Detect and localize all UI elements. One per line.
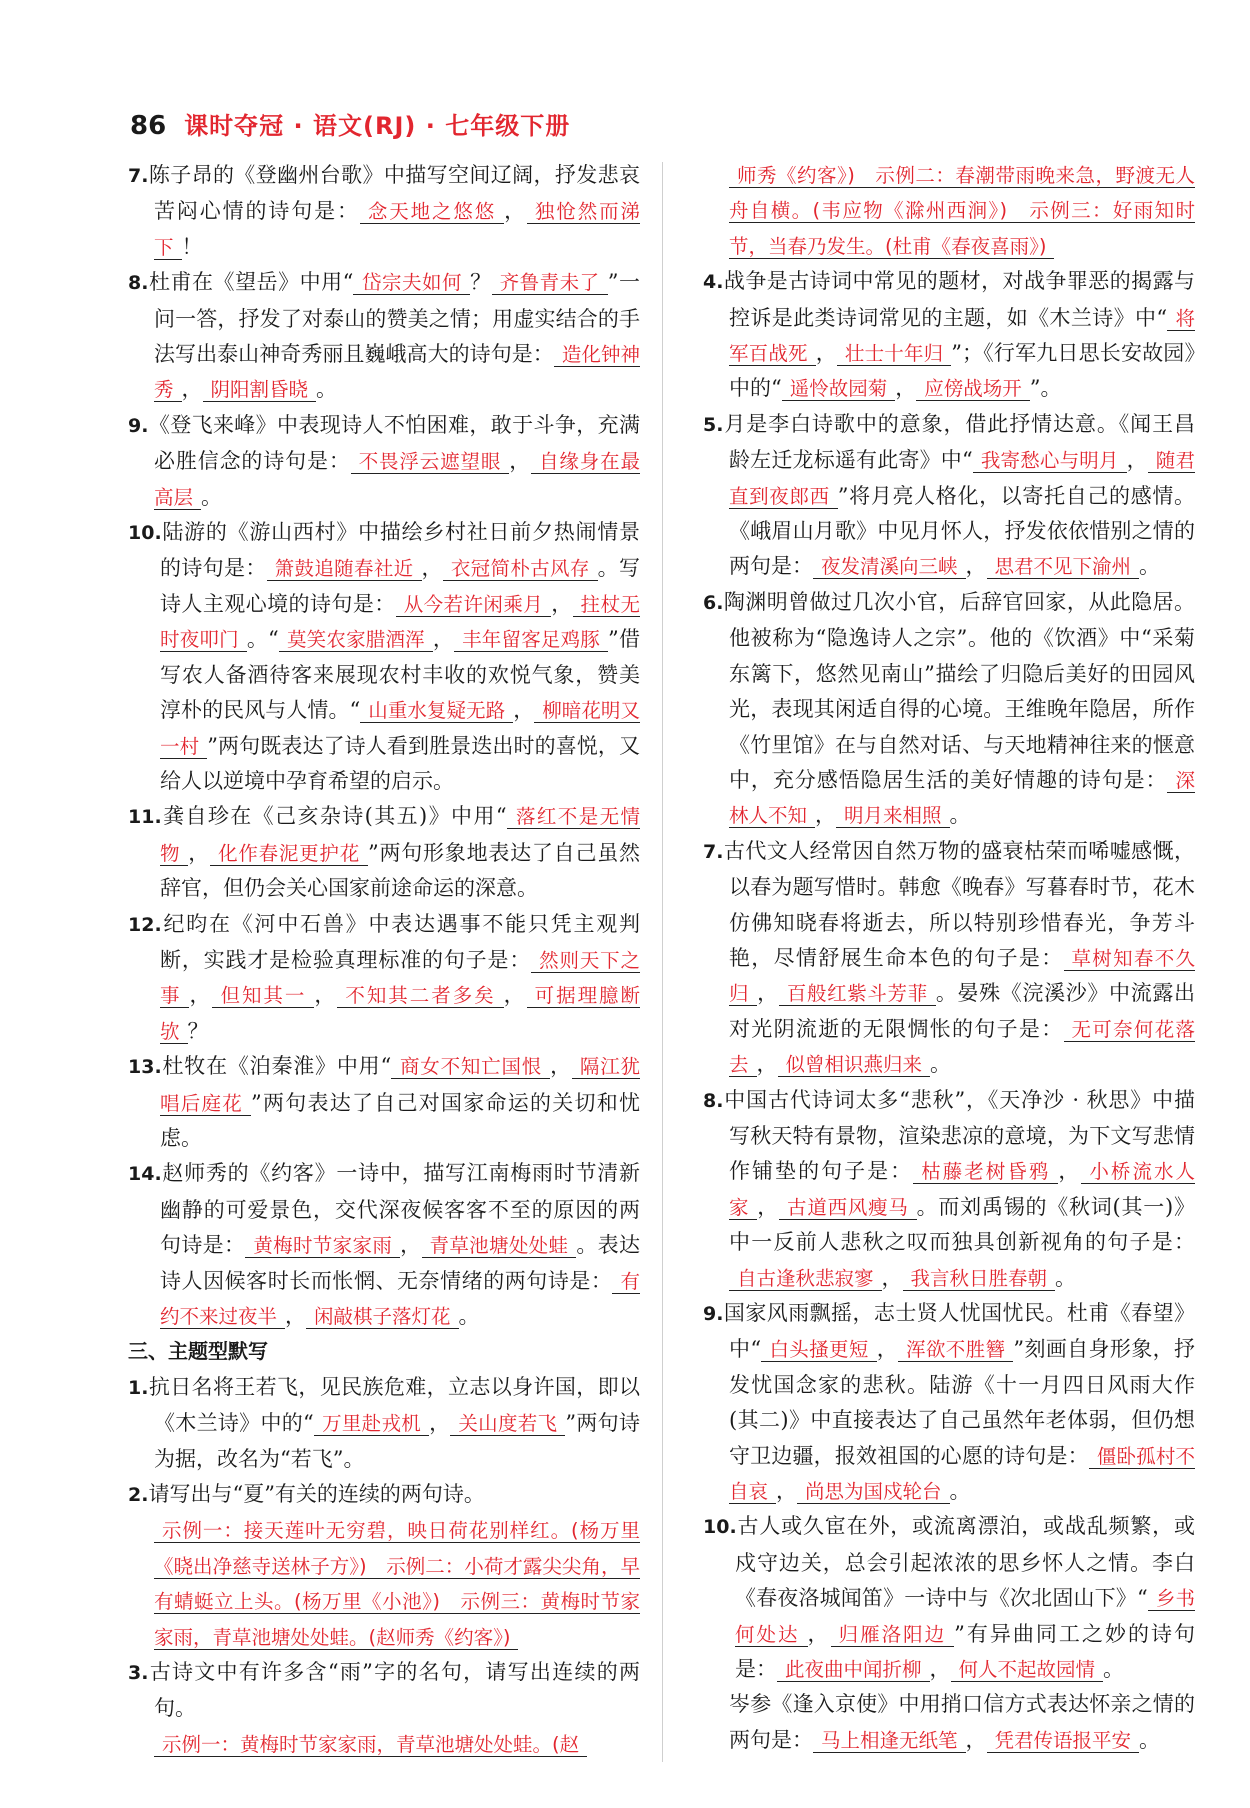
answer-blank: 夜发清溪向三峡 bbox=[813, 555, 966, 579]
question-text: ， bbox=[504, 199, 527, 224]
answer-blank: 化作春泥更护花 bbox=[210, 842, 368, 866]
question-text: 。 bbox=[930, 1052, 952, 1077]
question-number: 7. bbox=[703, 840, 724, 863]
question-number: 11. bbox=[128, 806, 162, 829]
question-text: ， bbox=[757, 981, 779, 1006]
question-text: ”两句表达了自己对国家命运的关切和忧虑。 bbox=[160, 1090, 640, 1150]
question-text: 陈子昂的《登幽州台歌》中描写空间辽阔，抒发悲哀苦闷心情的诗句是： bbox=[148, 163, 640, 224]
answer-blank: 黄梅时节家家雨 bbox=[245, 1234, 400, 1258]
question-text: ， bbox=[314, 983, 338, 1008]
question-text: 国家风雨飘摇，志士贤人忧国忧民。杜甫《春望》中“ bbox=[723, 1301, 1195, 1362]
question-number: 3. bbox=[128, 1662, 149, 1685]
question-text: ”一问一答，抒发了对泰山的赞美之情；用虚实结合的手法写出泰山神奇秀丽且巍峨高大的诗句是： bbox=[154, 270, 640, 367]
answer-blank: 闲敲棋子落灯花 bbox=[306, 1305, 459, 1329]
question-13 bbox=[128, 1049, 640, 1156]
question-text: ？ bbox=[187, 1018, 209, 1043]
question-text: 。 bbox=[1139, 1727, 1161, 1752]
theme-question-10-part-2 bbox=[703, 1687, 1195, 1758]
answer-blank: 岱宗夫如何 bbox=[353, 271, 470, 295]
question-text: 。“ bbox=[246, 627, 279, 652]
theme-question-7 bbox=[703, 834, 1195, 1083]
theme-question-9 bbox=[703, 1296, 1195, 1509]
page-number: 86 bbox=[130, 111, 167, 141]
question-text: ， bbox=[965, 554, 987, 579]
question-text: 《登飞来峰》中表现诗人不怕困难，敢于斗争，充满必胜信念的诗句是： bbox=[148, 412, 640, 474]
answer-blank: 拄杖无时夜叩门 bbox=[160, 592, 640, 652]
question-text: 。 bbox=[458, 1304, 480, 1328]
question-text: ”两句诗为据，改名为“若飞”。 bbox=[154, 1411, 640, 1471]
answer-blank: 师秀《约客》) 示例二：春潮带雨晚来急，野渡无人舟自横。(韦应物《滁州西涧》) 示例三：好雨知时节，当春乃发生。(杜甫《春夜喜雨》) bbox=[729, 164, 1195, 258]
question-text: ”有异曲同工之妙的诗句是： bbox=[735, 1621, 1195, 1682]
question-text: ， bbox=[188, 840, 211, 865]
answer-blank: 僵卧孤村不自哀 bbox=[729, 1444, 1195, 1504]
theme-question-4 bbox=[703, 264, 1195, 407]
question-text: ， bbox=[881, 1265, 903, 1290]
question-9 bbox=[128, 408, 640, 515]
question-text: 。而刘禹锡的《秋词(其一)》中一反前人悲秋之叹而独具创新视角的句子是： bbox=[729, 1194, 1195, 1255]
question-number: 12. bbox=[128, 913, 162, 936]
question-text: ， bbox=[876, 1337, 899, 1362]
answer-blank: 从今若许闲乘月 bbox=[396, 593, 552, 617]
answer-blank: 明月来相照 bbox=[836, 804, 950, 828]
question-text: ， bbox=[429, 1411, 451, 1436]
question-11 bbox=[128, 799, 640, 906]
question-text: ， bbox=[756, 1052, 778, 1077]
answer-blank: 何人不起故园情 bbox=[951, 1658, 1104, 1682]
question-text: 。表达诗人因候客时长而怅惘、无奈情绪的两句诗是： bbox=[160, 1233, 640, 1293]
question-text: ， bbox=[551, 591, 573, 616]
answer-blank: 自古逢秋悲寂寥 bbox=[729, 1267, 882, 1291]
question-text: ， bbox=[776, 1479, 798, 1504]
answer-blank: 将军百战死 bbox=[729, 306, 1195, 366]
question-text: 抗日名将王若飞，见民族危难，立志以身许国，即以《木兰诗》中的“ bbox=[148, 1374, 640, 1436]
answer-blank: 乡书何处达 bbox=[735, 1587, 1195, 1646]
answer-blank: 归雁洛阳边 bbox=[831, 1623, 955, 1647]
question-number: 4. bbox=[703, 271, 724, 294]
question-text: ”。 bbox=[1029, 376, 1062, 401]
answer-blank: 自缘身在最高层 bbox=[154, 450, 640, 509]
answer-blank: 商女不知亡国恨 bbox=[391, 1055, 550, 1079]
section-title: 三、主题型默写 bbox=[128, 1339, 268, 1364]
question-text: 岑参《逢入京使》中用捎口信方式表达怀亲之情的两句是： bbox=[729, 1692, 1195, 1752]
question-text: ”两句既表达了诗人看到胜景迭出时的喜悦，又给人以逆境中孕育希望的启示。 bbox=[160, 733, 640, 793]
question-text: ”刻画自身形象，抒发忧国念家的悲秋。陆游《十一月四日风雨大作(其二)》中直接表达了自己虽然年老体弱，但仍想守卫边疆，报效祖国的心愿的诗句是： bbox=[729, 1337, 1195, 1468]
answer-blank: 隔江犹唱后庭花 bbox=[160, 1055, 640, 1115]
question-number: 7. bbox=[128, 165, 149, 187]
question-number: 10. bbox=[703, 1516, 737, 1539]
question-text: ， bbox=[550, 1054, 572, 1079]
theme-question-3-continued bbox=[703, 158, 1195, 264]
answer-blank: 古道西风瘦马 bbox=[779, 1196, 917, 1220]
answer-blank: 思君不见下渝州 bbox=[987, 555, 1140, 579]
question-number: 5. bbox=[703, 413, 724, 436]
answer-blank: 似曾相识燕归来 bbox=[778, 1053, 931, 1077]
question-text: 。 bbox=[1139, 554, 1161, 579]
question-text: 。 bbox=[949, 1479, 971, 1504]
question-text: 古人或久宦在外，或流离漂泊，或战乱频繁，或戍守边关，总会引起浓浓的思乡怀人之情。李白《春夜洛城闻笛》一诗中与《次北固山下》“ bbox=[735, 1514, 1195, 1611]
answer-blank: 深林人不知 bbox=[729, 768, 1195, 828]
question-text: 龚自珍在《己亥杂诗(其五)》中用“ bbox=[161, 804, 507, 829]
answer-blank: 落红不是无情物 bbox=[160, 805, 640, 865]
question-text: ！ bbox=[181, 234, 203, 259]
question-number: 9. bbox=[703, 1303, 724, 1325]
question-text: 杜甫在《望岳》中用“ bbox=[148, 270, 354, 295]
question-text: ， bbox=[181, 377, 203, 402]
answer-blank: 马上相逢无纸笔 bbox=[813, 1729, 966, 1753]
question-text: 古代文人经常因自然万物的盛衰枯荣而唏嘘感慨，以春为题写惜时。韩愈《晚春》写暮春时节，花木仿佛知晓春将逝去，所以特别珍惜春光，争芳斗艳，尽情舒展生命本色的句子是： bbox=[723, 838, 1195, 970]
question-text: 中国古代诗词太多“悲秋”，《天净沙 · 秋思》中描写秋天特有景物，渲染悲凉的意境，为下文写悲情作铺垫的句子是： bbox=[723, 1087, 1195, 1184]
right-column bbox=[703, 158, 1195, 1758]
question-8 bbox=[128, 265, 640, 408]
question-text: ， bbox=[815, 341, 837, 366]
question-text: ”将月亮人格化，以寄托自己的感情。《峨眉山月歌》中见月怀人，抒发依依惜别之情的两句是： bbox=[729, 483, 1195, 579]
question-text: ， bbox=[285, 1304, 307, 1328]
answer-blank: 山重水复疑无路 bbox=[360, 699, 513, 723]
theme-question-3 bbox=[128, 1655, 640, 1762]
column-divider bbox=[662, 162, 663, 1762]
question-text: ， bbox=[432, 627, 455, 652]
answer-blank: 万里赴戎机 bbox=[314, 1412, 429, 1436]
question-12 bbox=[128, 907, 640, 1050]
answer-blank: 阴阳割昏晓 bbox=[203, 378, 317, 402]
question-text: ， bbox=[757, 1194, 780, 1219]
answer-blank: 然则天下之事 bbox=[160, 948, 640, 1008]
answer-blank: 小桥流水人家 bbox=[729, 1160, 1195, 1219]
question-text: 杜牧在《泊秦淮》中用“ bbox=[161, 1054, 392, 1079]
question-text: ， bbox=[503, 983, 527, 1008]
answer-blank: 独怆然而涕下 bbox=[154, 200, 640, 259]
answer-blank: 枯藤老树昏鸦 bbox=[913, 1160, 1058, 1184]
question-number: 13. bbox=[128, 1056, 162, 1079]
question-text: 。写诗人主观心境的诗句是： bbox=[160, 556, 641, 616]
question-text: 。晏殊《浣溪沙》中流露出对光阴流逝的无限惆怅的句子是： bbox=[729, 981, 1195, 1041]
question-text: ， bbox=[895, 376, 917, 401]
answer-blank: 衣冠简朴古风存 bbox=[443, 557, 598, 581]
question-text: ？ bbox=[470, 270, 492, 295]
answer-blank: 白头搔更短 bbox=[761, 1338, 877, 1362]
question-text: ， bbox=[421, 556, 443, 581]
theme-question-6 bbox=[703, 585, 1195, 834]
answer-blank: 青草池塘处处蛙 bbox=[422, 1234, 577, 1258]
answer-blank: 但知其一 bbox=[212, 984, 314, 1008]
answer-blank: 壮士十年归 bbox=[837, 342, 951, 366]
answer-blank: 不畏浮云遮望眼 bbox=[351, 450, 510, 474]
question-text: 请写出与“夏”有关的连续的两句诗。 bbox=[148, 1482, 485, 1507]
answer-blank: 造化钟神秀 bbox=[154, 343, 640, 402]
question-text: 。 bbox=[1103, 1657, 1125, 1682]
question-text: ， bbox=[807, 1621, 831, 1646]
question-text: 陶渊明曾做过几次小官，后辞官回家，从此隐居。他被称为“隐逸诗人之宗”。他的《饮酒》中“采菊东篱下，悠然见南山”描绘了归隐后美好的田园风光，表现其闲适自得的心境。王维晚年隐居，所作《竹里馆》在与自然对话、与天地精神往来的惬意中，充分感悟隐居生活的美好情趣的诗句是： bbox=[723, 589, 1195, 792]
answer-blank: 草树知春不久归 bbox=[729, 946, 1195, 1006]
answer-blank: 示例一：接天莲叶无穷碧，映日荷花别样红。(杨万里《晓出净慈寺送林子方》) 示例二：小荷才露尖尖角，早有蜻蜓立上头。(杨万里《小池》) 示例三：黄梅时节家家雨，青草池塘处处蛙。(赵师秀《约客》) bbox=[154, 1519, 640, 1649]
answer-blank: 丰年留客足鸡豚 bbox=[454, 628, 608, 652]
question-text: ， bbox=[965, 1727, 987, 1752]
question-number: 8. bbox=[703, 1089, 724, 1112]
question-number: 14. bbox=[128, 1163, 162, 1186]
question-text: 赵师秀的《约客》一诗中，描写江南梅雨时节清新幽静的可爱景色，交代深夜候客客不至的原因的两句诗是： bbox=[160, 1161, 640, 1258]
question-text: 战争是古诗词中常见的题材，对战争罪恶的揭露与控诉是此类诗词常见的主题，如《木兰诗》中“ bbox=[723, 269, 1195, 330]
question-text: ， bbox=[189, 983, 213, 1008]
page-header bbox=[130, 106, 570, 146]
theme-question-2 bbox=[128, 1477, 640, 1655]
question-text: 月是李白诗歌中的意象，借此抒情达意。《闻王昌龄左迁龙标遥有此寄》中“ bbox=[723, 411, 1195, 473]
question-14 bbox=[128, 1156, 640, 1334]
answer-blank: 遥怜故园菊 bbox=[782, 377, 896, 401]
answer-blank: 无可奈何花落去 bbox=[729, 1017, 1195, 1077]
answer-blank: 此夜曲中闻折柳 bbox=[777, 1658, 930, 1682]
question-text: ， bbox=[509, 449, 532, 474]
answer-blank: 有约不来过夜半 bbox=[160, 1269, 640, 1328]
question-number: 9. bbox=[128, 414, 149, 437]
book-title: 课时夺冠 · 语文(RJ) · 七年级下册 bbox=[184, 112, 571, 140]
answer-blank: 凭君传语报平安 bbox=[987, 1729, 1140, 1753]
question-number: 2. bbox=[128, 1484, 149, 1507]
answer-blank: 百般红紫斗芳菲 bbox=[779, 982, 936, 1006]
answer-blank: 关山度若飞 bbox=[450, 1412, 565, 1436]
left-column bbox=[128, 158, 640, 1762]
answer-blank: 不知其二者多矣 bbox=[337, 984, 503, 1008]
answer-blank: 可据理臆断欤 bbox=[160, 984, 641, 1043]
question-text: 。 bbox=[949, 803, 971, 828]
question-text: ， bbox=[513, 698, 535, 723]
question-text: ， bbox=[815, 803, 837, 828]
answer-blank: 随君直到夜郎西 bbox=[729, 449, 1195, 508]
question-text: 古诗文中有许多含“雨”字的名句，请写出连续的两句。 bbox=[148, 1660, 640, 1721]
question-text: ， bbox=[1058, 1159, 1082, 1184]
answer-blank: 尚思为国戍轮台 bbox=[797, 1480, 950, 1504]
question-7 bbox=[128, 158, 640, 265]
question-text: ”借写农人备酒待客来展现农村丰收的欢悦气象，赞美淳朴的民风与人情。“ bbox=[160, 627, 640, 723]
answer-blank: 应傍战场开 bbox=[916, 377, 1030, 401]
answer-blank: 莫笑农家腊酒浑 bbox=[279, 628, 433, 652]
answer-blank: 浑欲不胜簪 bbox=[898, 1338, 1013, 1362]
theme-question-1 bbox=[128, 1370, 640, 1477]
answer-blank: 我言秋日胜春朝 bbox=[903, 1267, 1056, 1291]
question-10 bbox=[128, 515, 640, 799]
answer-blank: 柳暗花明又一村 bbox=[160, 699, 640, 758]
question-number: 6. bbox=[703, 591, 724, 614]
question-text: ， bbox=[929, 1657, 951, 1682]
answer-blank: 示例一：黄梅时节家家雨，青草池塘处处蛙。(赵 bbox=[154, 1733, 587, 1757]
question-text: ”；《行军九日思长安故园》中的“ bbox=[729, 341, 1195, 401]
theme-question-5 bbox=[703, 407, 1195, 585]
theme-question-8 bbox=[703, 1083, 1195, 1296]
question-text: 纪昀在《河中石兽》中表达遇事不能只凭主观判断，实践才是检验真理标准的句子是： bbox=[160, 911, 640, 972]
theme-question-10 bbox=[703, 1509, 1195, 1687]
answer-blank: 念天地之悠悠 bbox=[360, 200, 504, 224]
question-text: 。 bbox=[201, 484, 223, 509]
answer-blank: 齐鲁青未了 bbox=[492, 271, 608, 295]
question-number: 8. bbox=[128, 272, 149, 295]
question-number: 1. bbox=[128, 1376, 149, 1399]
question-text: ”两句形象地表达了自己虽然辞官，但仍会关心国家前途命运的深意。 bbox=[160, 840, 640, 901]
question-text: ， bbox=[1126, 448, 1148, 473]
question-text: 陆游的《游山西村》中描绘乡村社日前夕热闹情景的诗句是： bbox=[160, 520, 640, 581]
question-text: 。 bbox=[316, 377, 338, 402]
answer-blank: 我寄愁心与明月 bbox=[973, 449, 1127, 473]
answer-blank: 箫鼓追随春社近 bbox=[267, 557, 422, 581]
question-number: 10. bbox=[128, 522, 162, 545]
question-text: ， bbox=[400, 1233, 422, 1258]
question-text: 。 bbox=[1055, 1265, 1077, 1290]
